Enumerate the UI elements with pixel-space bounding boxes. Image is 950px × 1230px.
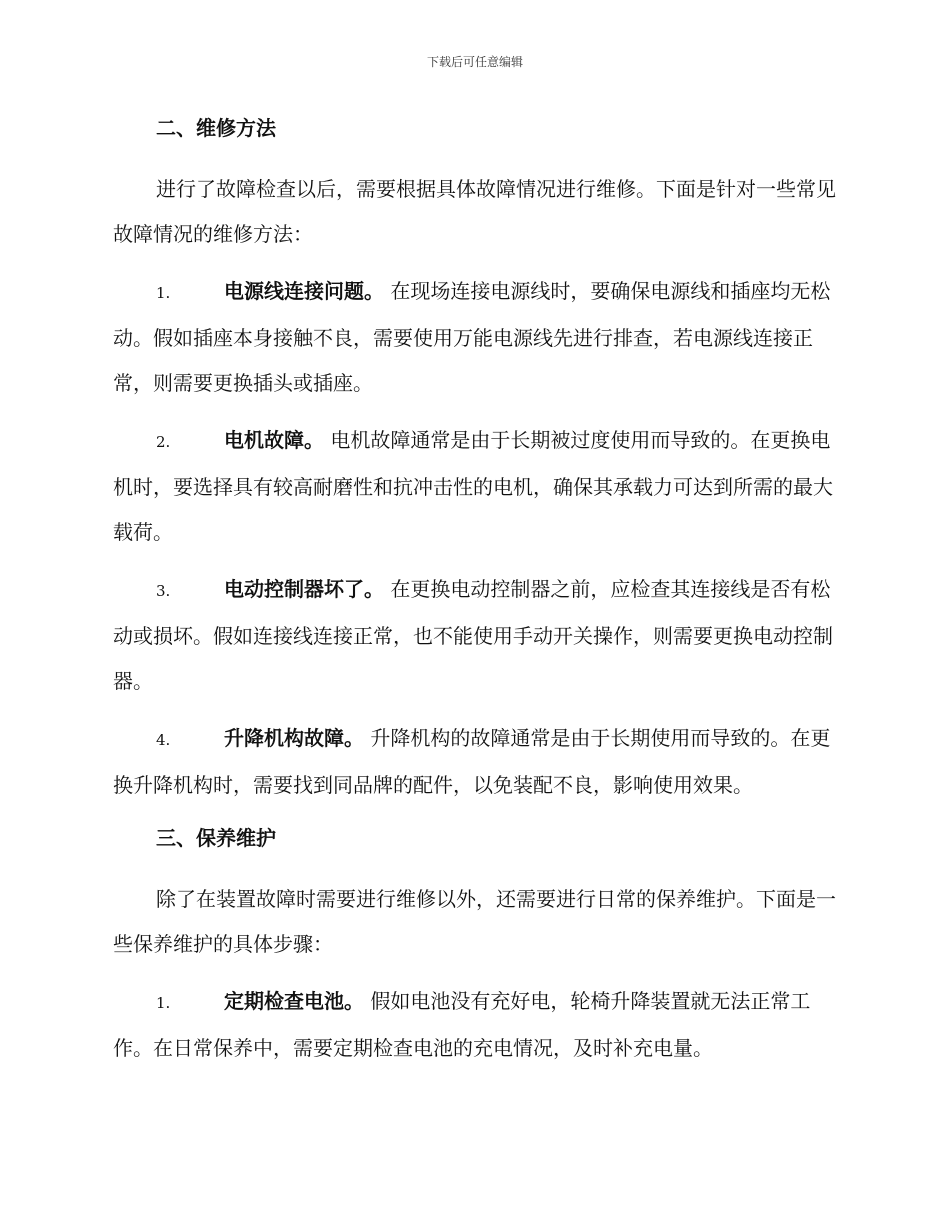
- list-item-title: 电源线连接问题。: [224, 279, 384, 303]
- document-body: [113, 110, 843, 1083]
- list-item-text: 假如电池没有充好电，轮椅升降装置就无法正常工作。在日常保养中，需要定期检查电池的充电情况，及时补充电量。: [113, 989, 811, 1060]
- list-item-title: 升降机构故障。: [224, 726, 364, 750]
- section-intro-repair: 进行了故障检查以后，需要根据具体故障情况进行维修。下面是针对一些常见故障情况的维修方法：: [113, 177, 836, 246]
- list-item-text: 升降机构的故障通常是由于长期使用而导致的。在更换升降机构时，需要找到同品牌的配件，以免装配不良，影响使用效果。: [113, 726, 831, 797]
- list-item-title: 电机故障。: [224, 428, 324, 452]
- list-item-number: 1.: [156, 284, 171, 302]
- page-header: 下载后可任意编辑: [426, 55, 523, 69]
- section-intro-maintenance: 除了在装置故障时需要进行维修以外，还需要进行日常的保养维护。下面是一些保养维护的具体步骤：: [113, 887, 836, 956]
- list-item-text: 电机故障通常是由于长期被过度使用而导致的。在更换电机时，要选择具有较高耐磨性和抗冲击性的电机，确保其承载力可达到所需的最大载荷。: [113, 428, 833, 544]
- list-item-title: 电动控制器坏了。: [224, 577, 384, 601]
- list-item: [113, 269, 843, 406]
- list-item-number: 4.: [156, 731, 171, 749]
- list-item: [113, 716, 843, 808]
- list-item: [113, 418, 843, 555]
- list-item-number: 3.: [156, 582, 171, 600]
- list-item: [113, 979, 843, 1071]
- section-heading-maintenance: 三、保养维护: [156, 826, 276, 850]
- list-item: [113, 567, 843, 704]
- list-item-text: 在现场连接电源线时，要确保电源线和插座均无松动。假如插座本身接触不良，需要使用万能电源线先进行排查，若电源线连接正常，则需要更换插头或插座。: [113, 279, 831, 395]
- list-item-number: 1.: [156, 994, 171, 1012]
- list-item-text: 在更换电动控制器之前，应检查其连接线是否有松动或损坏。假如连接线连接正常，也不能使用手动开关操作，则需要更换电动控制器。: [113, 577, 833, 693]
- list-item-title: 定期检查电池。: [224, 989, 364, 1013]
- section-heading-repair: 二、维修方法: [156, 116, 276, 140]
- list-item-number: 2.: [156, 433, 171, 451]
